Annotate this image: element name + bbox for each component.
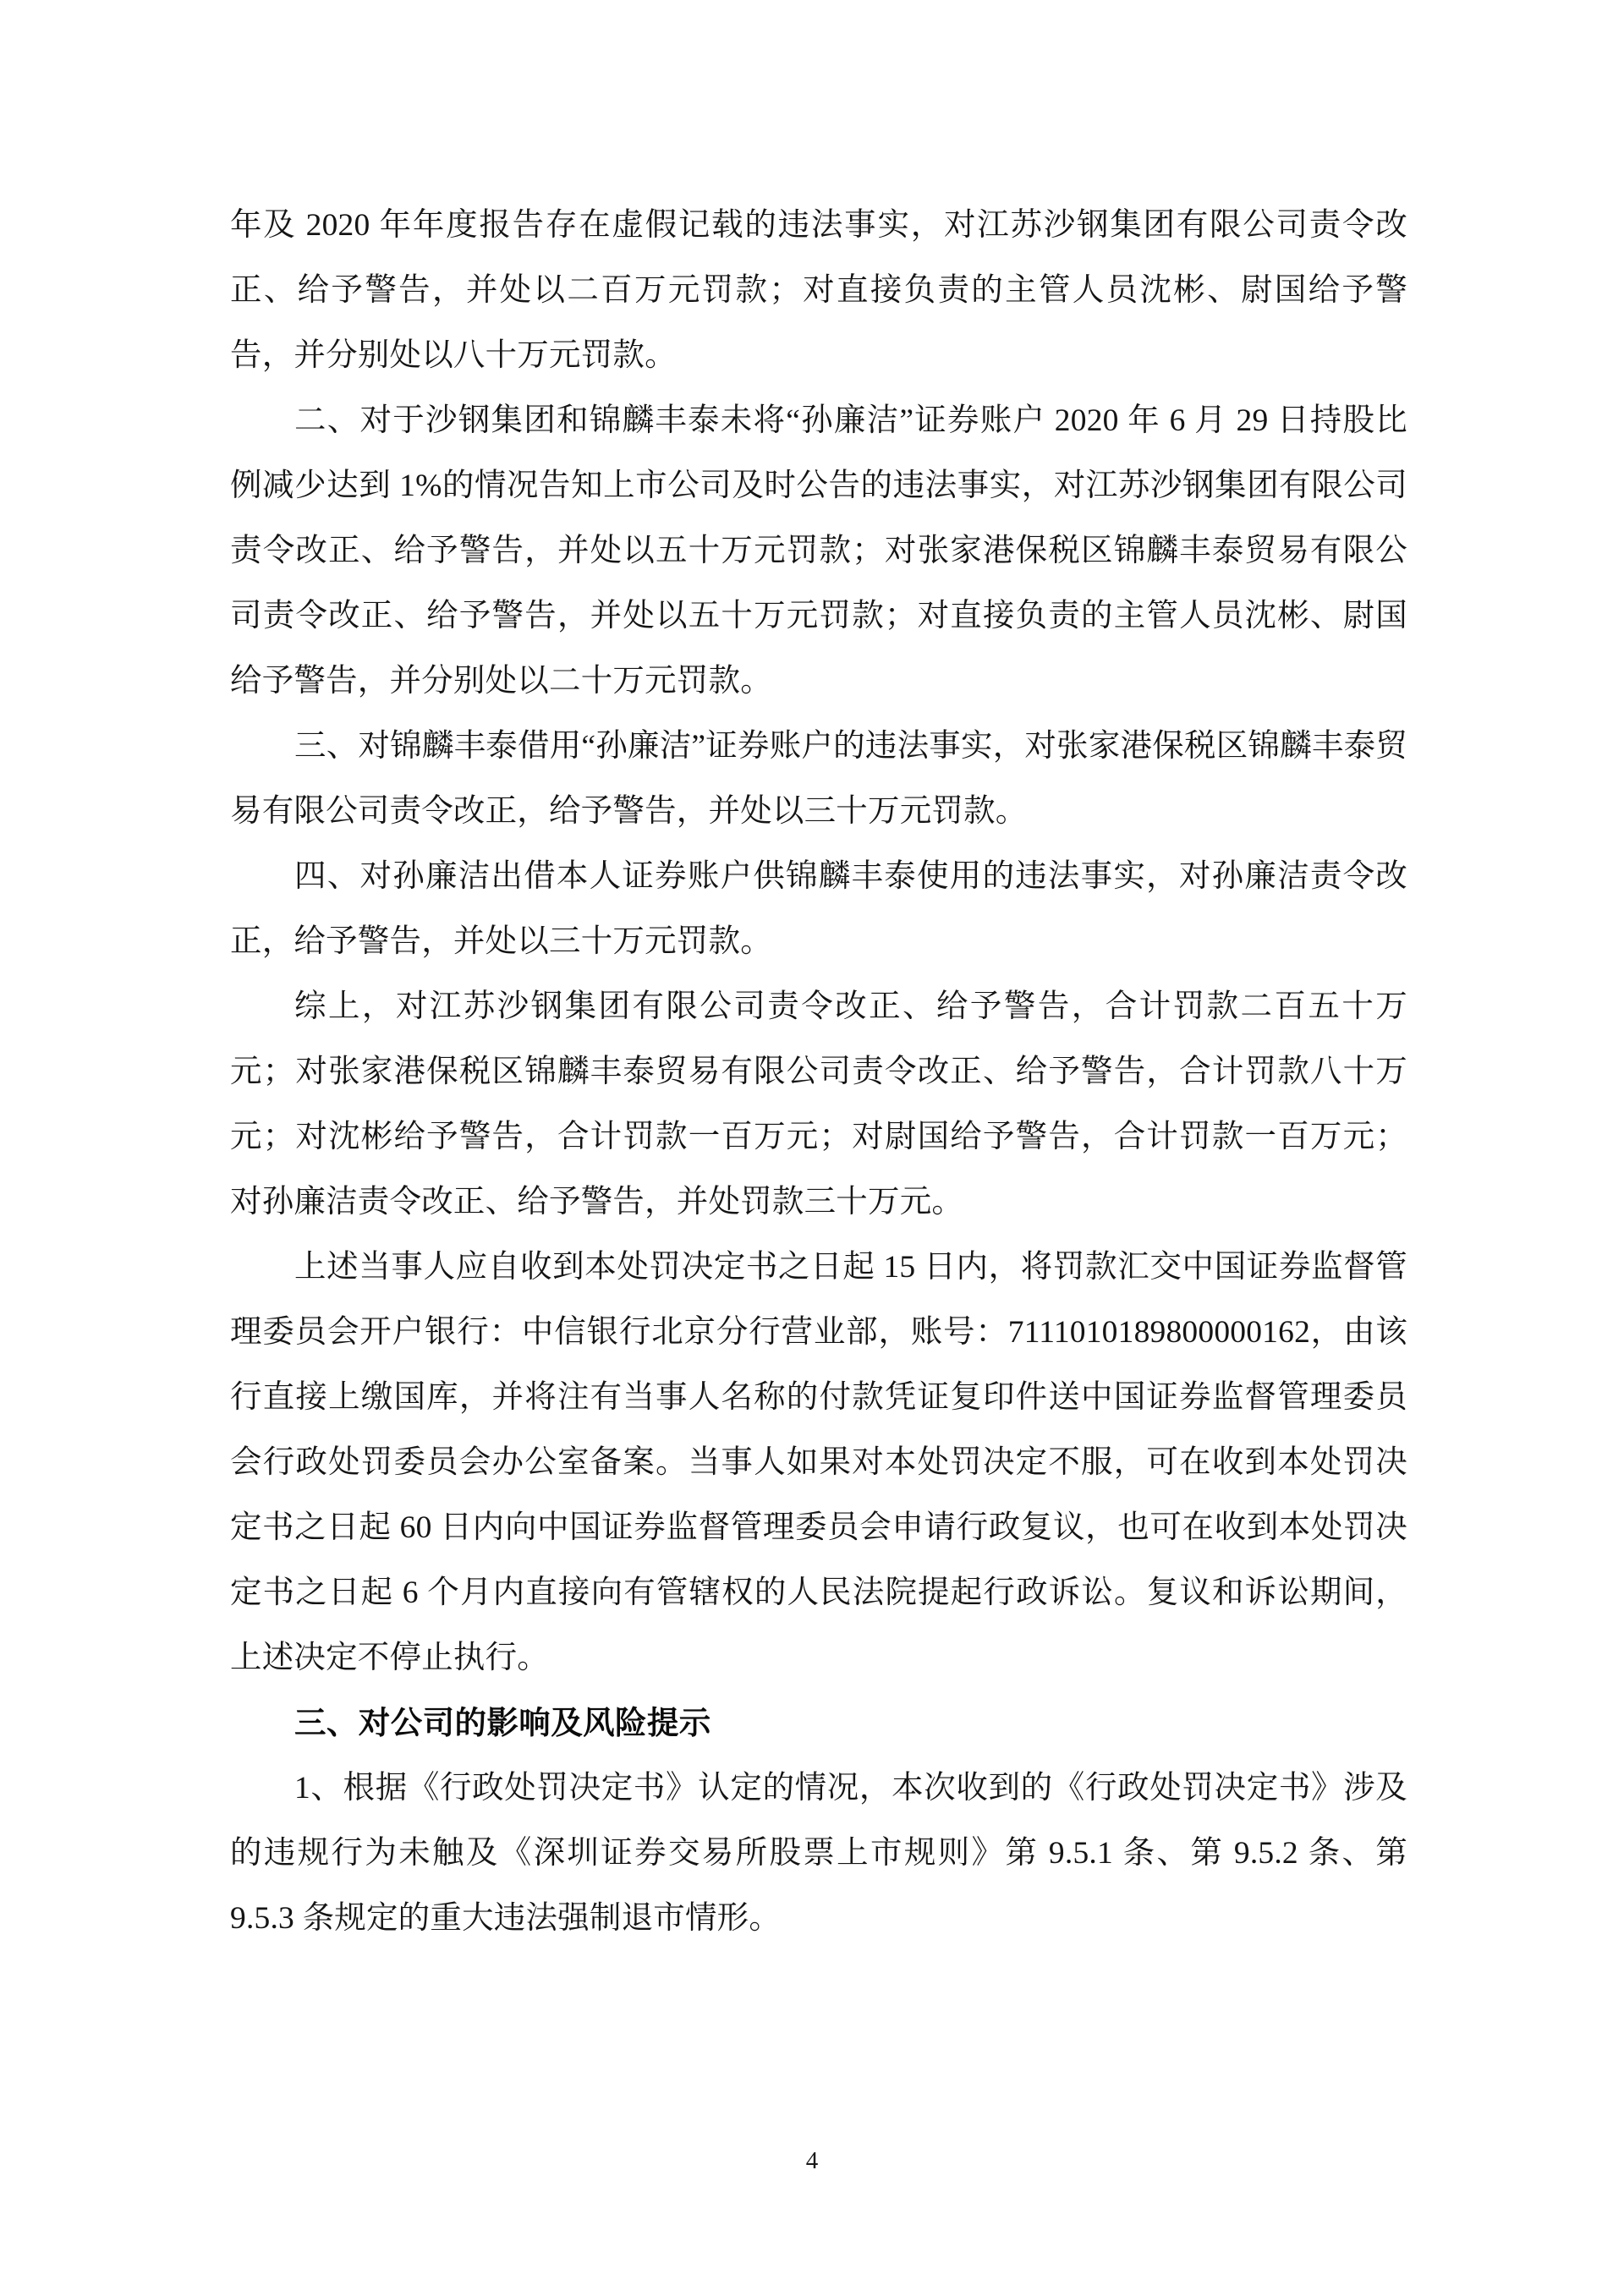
paragraph-penalty-item-three: 三、对锦麟丰泰借用“孙廉洁”证券账户的违法事实，对张家港保税区锦麟丰泰贸易有限公司责令改正，给予警告，并处以三十万元罚款。 xyxy=(230,729,1407,829)
paragraph-penalty-item-two: 二、对于沙钢集团和锦麟丰泰未将“孙廉洁”证券账户 2020 年 6 月 29 日持股比例减少达到 1%的情况告知上市公司及时公告的违法事实，对江苏沙钢集团有限公司责令改正、给予警告，并处以五十万元罚款；对张家港保税区锦麟丰泰贸易有限公司责令改正、给予警告，并处以五十万元罚款；对直接负责的主管人员沈彬、尉国给予警告，并分别处以二十万元罚款。 xyxy=(230,403,1407,699)
paragraph-impact-item-one: 1、根据《行政处罚决定书》认定的情况，本次收到的《行政处罚决定书》涉及的违规行为未触及《深圳证券交易所股票上市规则》第 9.5.1 条、第 9.5.2 条、第 9.5.3 条规定的重大违法强制退市情形。 xyxy=(230,1771,1407,1936)
paragraph-penalty-summary: 综上，对江苏沙钢集团有限公司责令改正、给予警告，合计罚款二百五十万元；对张家港保税区锦麟丰泰贸易有限公司责令改正、给予警告，合计罚款八十万元；对沈彬给予警告，合计罚款一百万元；对尉国给予警告，合计罚款一百万元；对孙廉洁责令改正、给予警告，并处罚款三十万元。 xyxy=(230,989,1407,1219)
page-content xyxy=(230,193,1407,1951)
paragraph-payment-and-appeal: 上述当事人应自收到本处罚决定书之日起 15 日内，将罚款汇交中国证券监督管理委员会开户银行：中信银行北京分行营业部，账号：7111010189800000162，由该行直接上缴国库，并将注有当事人名称的付款凭证复印件送中国证券监督管理委员会行政处罚委员会办公室备案。当事人如果对本处罚决定不服，可在收到本处罚决定书之日起 60 日内向中国证券监督管理委员会申请行政复议，也可在收到本处罚决定书之日起 6 个月内直接向有管辖权的人民法院提起行政诉讼。复议和诉讼期间，上述决定不停止执行。 xyxy=(230,1250,1407,1675)
paragraph-penalty-item-four: 四、对孙廉洁出借本人证券账户供锦麟丰泰使用的违法事实，对孙廉洁责令改正，给予警告，并处以三十万元罚款。 xyxy=(230,859,1407,959)
paragraph-penalty-item-one-continued: 年及 2020 年年度报告存在虚假记载的违法事实，对江苏沙钢集团有限公司责令改正、给予警告，并处以二百万元罚款；对直接负责的主管人员沈彬、尉国给予警告，并分别处以八十万元罚款。 xyxy=(230,208,1407,373)
section-heading-company-impact: 三、对公司的影响及风险提示 xyxy=(294,1705,711,1740)
page-number: 4 xyxy=(805,2147,819,2174)
